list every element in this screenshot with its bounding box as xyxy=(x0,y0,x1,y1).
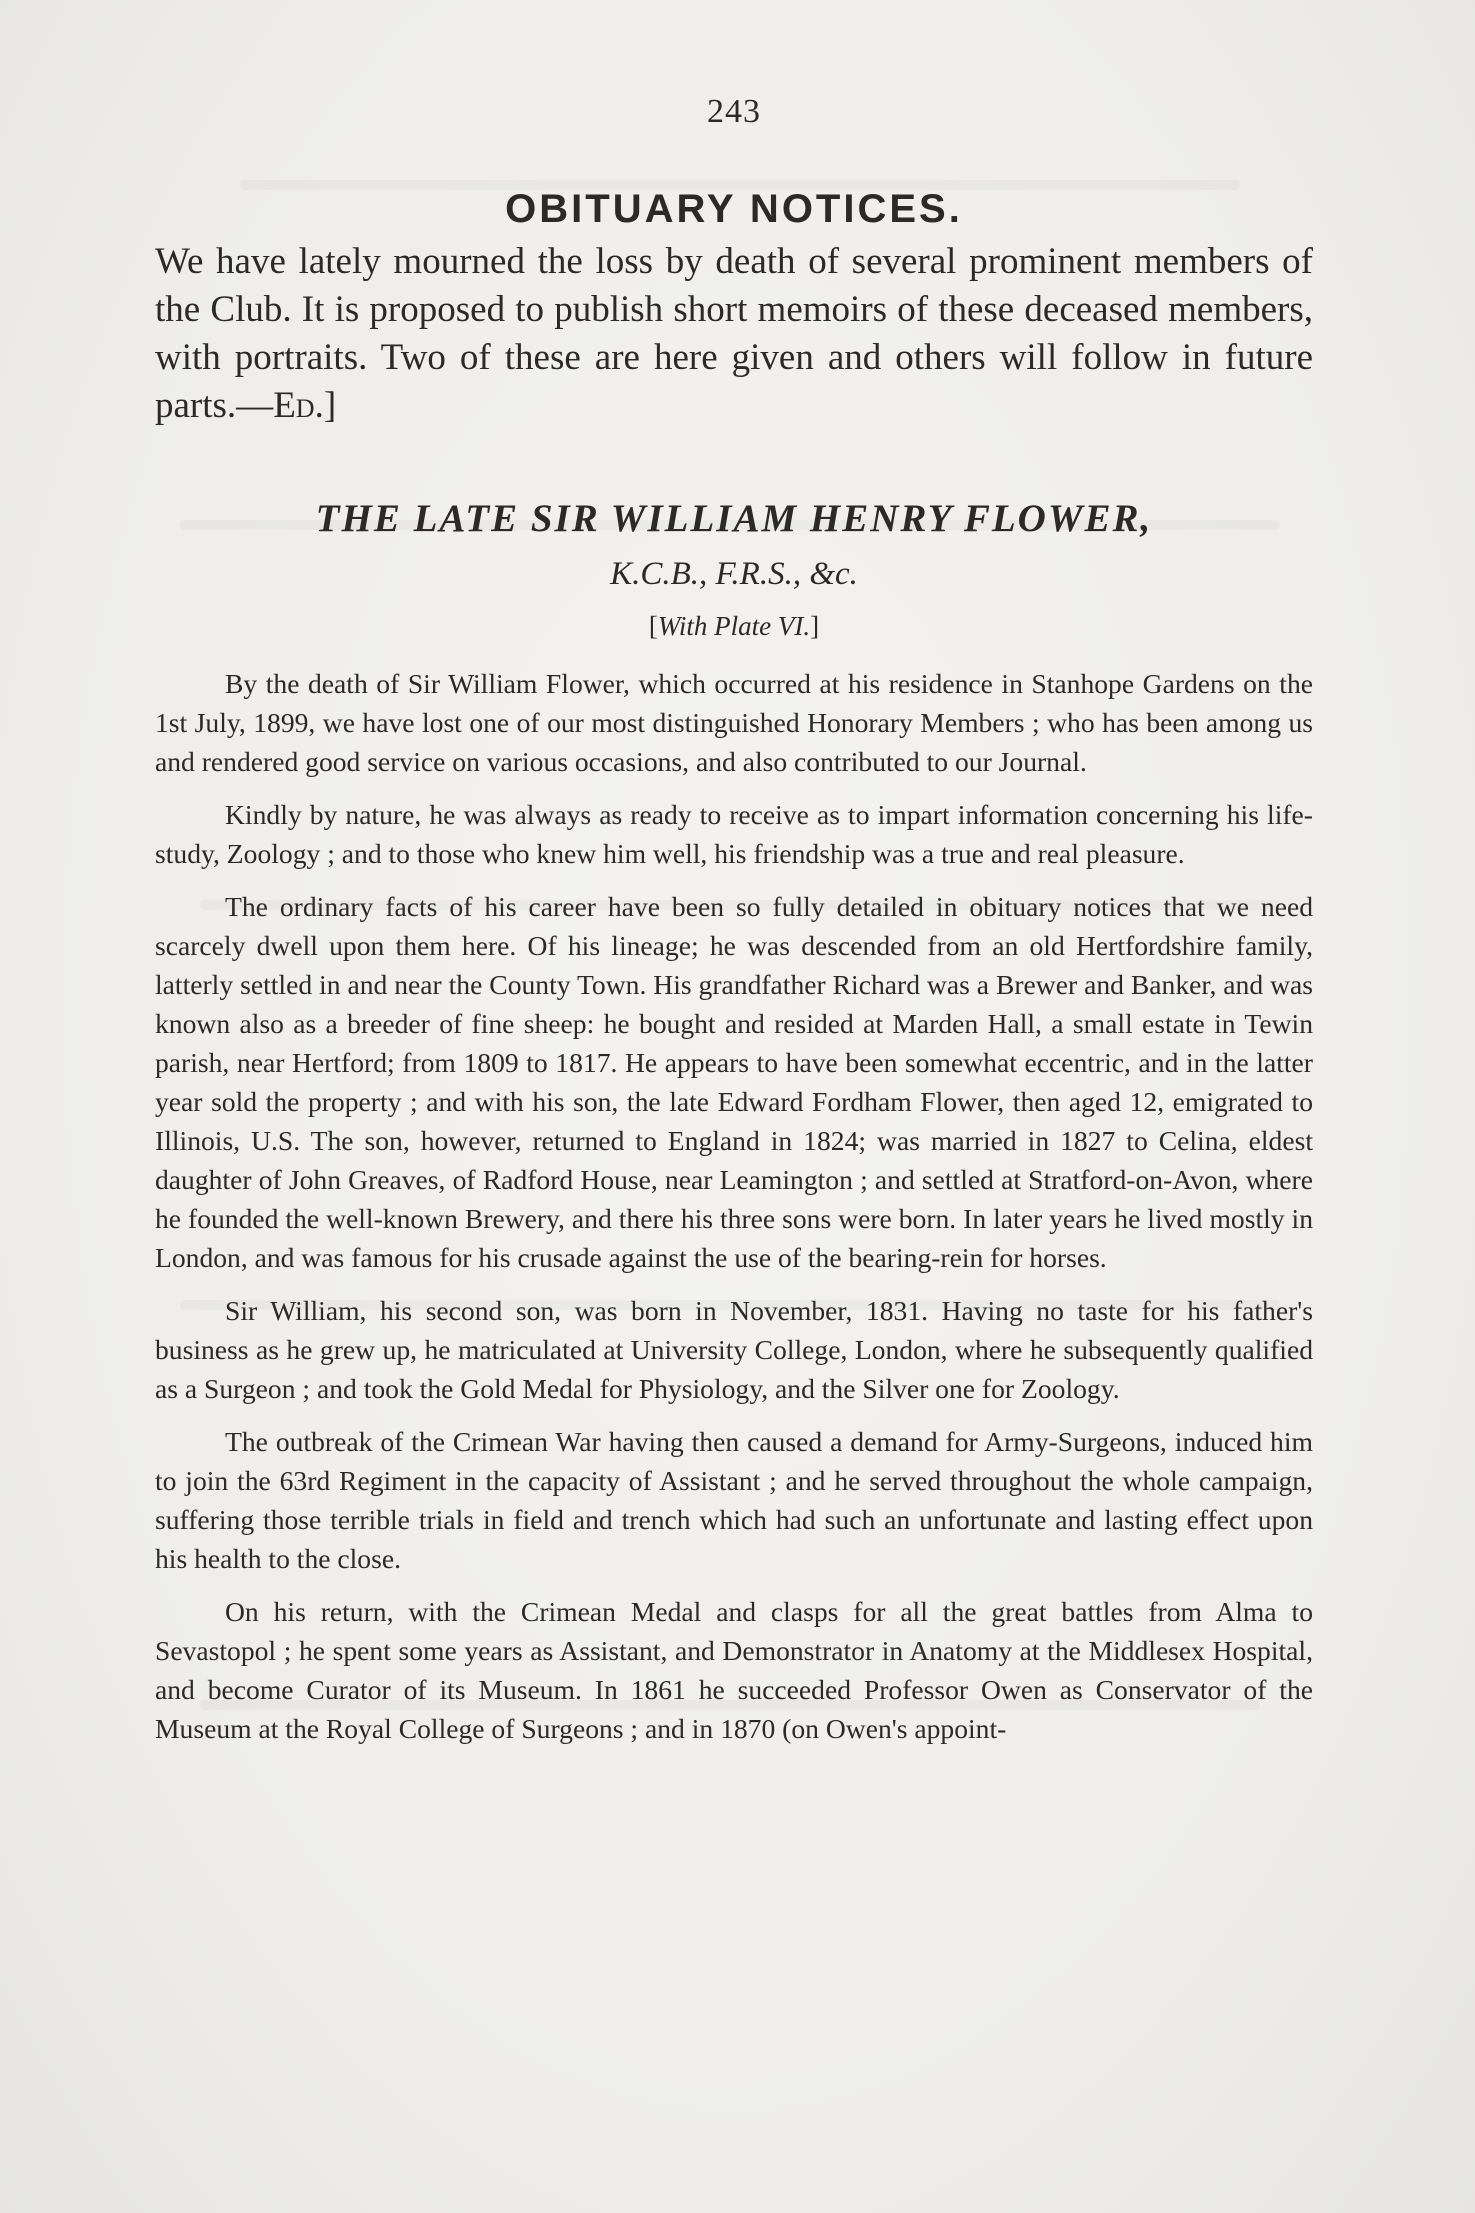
plate-reference xyxy=(155,606,1313,646)
article-subtitle: K.C.B., F.R.S., &c. xyxy=(610,556,858,592)
editor-intro xyxy=(155,238,1313,430)
plate-close-bracket: ] xyxy=(810,611,820,641)
body-paragraph: The ordinary facts of his career have been so fully detailed in obituary notices that we need scarcely dwell upon them here. Of his lineage; he was descended from an old Hertfordshire family, latterly settled in and near the County Town. His grandfather Richard was a Brewer and Banker, and was known also as a breeder of fine sheep: he bought and resided at Marden Hall, a small estate in Tewin parish, near Hertford; from 1809 to 1817. He appears to have been somewhat eccentric, and in the latter year sold the property ; and with his son, the late Edward Fordham Flower, then aged 12, emigrated to Illinois, U.S. The son, however, returned to England in 1824; was married in 1827 to Celina, eldest daughter of John Greaves, of Radford House, near Leamington ; and settled at Stratford-on-Avon, where he founded the well-known Brewery, and there his three sons were born. In later years he lived mostly in London, and was famous for his crusade against the use of the bearing-rein for horses. xyxy=(155,891,1313,1273)
body-paragraph: By the death of Sir William Flower, which occurred at his residence in Stanhope Gardens on the 1st July, 1899, we have lost one of our most distinguished Honorary Members ; who has been among us and rendered good service on various occasions, and also contributed to our Journal. xyxy=(155,668,1313,777)
section-title: OBITUARY NOTICES. xyxy=(505,187,963,231)
article-title: THE LATE SIR WILLIAM HENRY FLOWER, xyxy=(315,497,1153,540)
plate-text: With Plate VI. xyxy=(657,611,811,641)
body-paragraph: On his return, with the Crimean Medal and clasps for all the great battles from Alma to Sevastopol ; he spent some years as Assistant, and Demonstrator in Anatomy at the Middlesex Hospital, and become Curator of its Museum. In 1861 he succeeded Professor Owen as Conservator of the Museum at the Royal College of Surgeons ; and in 1870 (on Owen's appoint- xyxy=(155,1596,1313,1744)
body-paragraph: Sir William, his second son, was born in November, 1831. Having no taste for his father's business as he grew up, he matriculated at University College, London, where he subsequently qualified as a Surgeon ; and took the Gold Medal for Physiology, and the Silver one for Zoology. xyxy=(155,1295,1313,1404)
editor-mark: Ed. xyxy=(273,385,324,426)
page-content xyxy=(155,92,1313,1762)
body-paragraph: The outbreak of the Crimean War having then caused a demand for Army-Surgeons, induced him to join the 63rd Regiment in the capacity of Assistant ; and he served throughout the whole campaign, suffering those terrible trials in field and trench which had such an unfortunate and lasting effect upon his health to the close. xyxy=(155,1426,1313,1574)
plate-open-bracket: [ xyxy=(648,611,658,641)
body-paragraph: Kindly by nature, he was always as ready to receive as to impart information concerning his life-study, Zoology ; and to those who knew him well, his friendship was a true and real pleasure. xyxy=(155,799,1313,869)
intro-close-bracket: ] xyxy=(323,385,337,426)
intro-text: We have lately mourned the loss by death of several prominent members of the Club. It is proposed to publish short memoirs of these deceased members, with portraits. Two of these are here given and others will follow in future parts.— xyxy=(155,241,1313,426)
page-number: 243 xyxy=(707,93,761,130)
